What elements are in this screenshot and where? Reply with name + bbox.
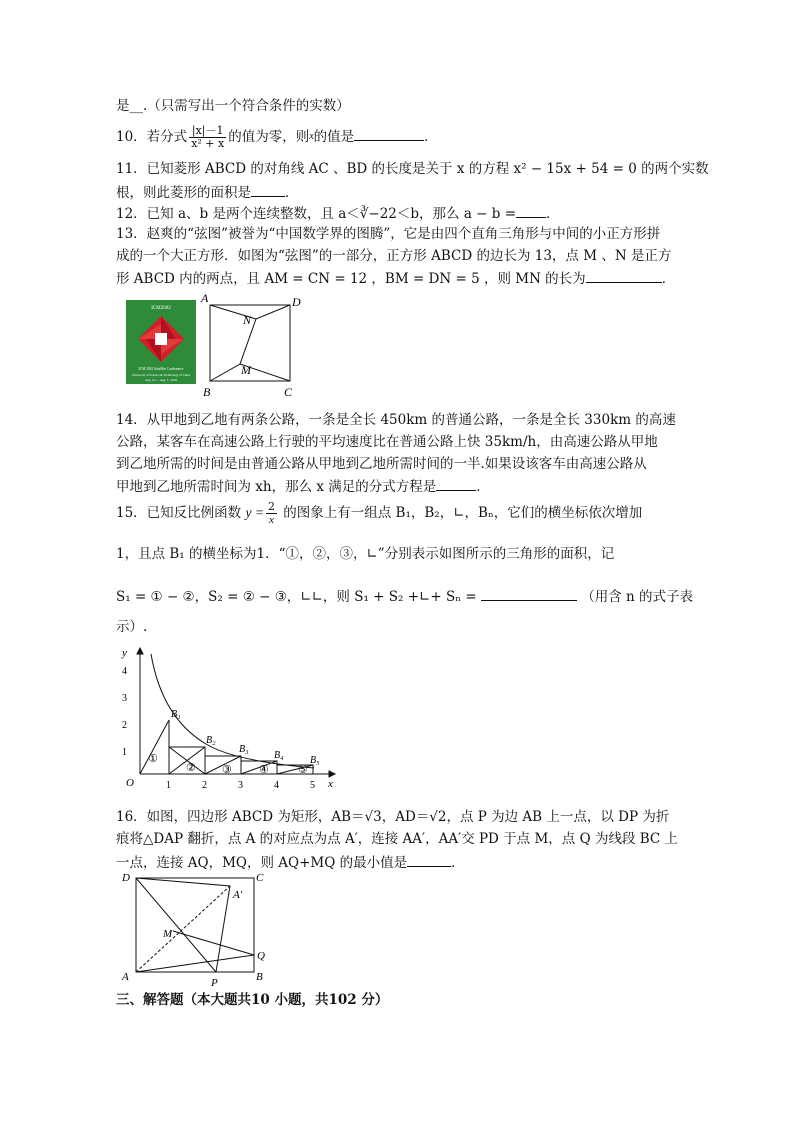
label-B: B (203, 385, 211, 399)
region-1: ① (148, 753, 158, 765)
segment-AA2 (136, 886, 230, 972)
y-label: y (122, 647, 127, 659)
question-15-line3: S₁ = ① − ②，S₂ = ② − ③，∟∟，则 S₁ + S₂ +∟+ Sₙ = （用含 n 的式子表 (116, 586, 693, 606)
label-M: M (241, 363, 251, 377)
answer-blank-12[interactable] (516, 203, 546, 218)
label-M: M (163, 928, 173, 940)
region-3: ③ (222, 764, 232, 776)
segment-MQ (173, 931, 254, 955)
label-Q: Q (257, 950, 265, 962)
question-11-line1: 11．已知菱形 ABCD 的对角线 AC 、BD 的长度是关于 x 的方程 x² − 15x + 54 = 0 的两个实数 (116, 161, 709, 177)
point-B1: B₁ (171, 709, 181, 720)
label-A-prime: A′ (233, 889, 243, 901)
question-15-line4: 示）. (116, 619, 148, 635)
icm2002-logo (126, 300, 196, 384)
point-B4: B₄ (274, 750, 284, 761)
question-14-line1: 14．从甲地到乙地有两条公路，一条是全长 450km 的普通公路，一条是全长 330km 的高速 (116, 412, 676, 428)
region-4: ④ (259, 764, 269, 776)
text-line-9: 是__.（只需写出一个符合条件的实数） (116, 98, 350, 114)
label-D: D (292, 295, 301, 309)
figure-16 (118, 868, 278, 990)
section-3-heading: 三、解答题（本大题共10 小题，共102 分） (116, 992, 389, 1008)
region-2: ② (186, 762, 196, 774)
question-13-line2: 成的一个大正方形．如图为“弦图”的一部分，正方形 ABCD 的边长为 13，点 M 、N 是正方 (116, 248, 672, 264)
point-B3: B₃ (239, 744, 249, 755)
question-16-line3: 一点，连接 AQ，MQ，则 AQ+MQ 的最小值是 ． (116, 852, 465, 872)
label-P: P (211, 977, 218, 989)
question-11-line2: 根，则此菱形的面积是 ． (116, 182, 299, 202)
logo-title: ICM2002 (151, 306, 171, 311)
y-tick-1: 1 (122, 747, 127, 758)
y-tick-3: 3 (122, 693, 127, 704)
y-tick-4: 4 (122, 666, 127, 677)
label-B: B (256, 971, 263, 983)
label-A: A (122, 971, 129, 983)
label-A: A (201, 292, 209, 305)
label-N: N (243, 313, 252, 327)
answer-blank-10[interactable] (354, 126, 424, 141)
answer-blank-11[interactable] (251, 182, 285, 197)
fraction-2-over-x: $\frac{2}{x}$ (267, 500, 275, 526)
x-label: x (328, 778, 333, 790)
x-tick-4: 4 (274, 780, 279, 791)
answer-blank-15[interactable] (481, 586, 577, 601)
figure-15 (114, 646, 339, 794)
question-13-line1: 13．赵爽的“弦图”被誉为“中国数学界的图腾”，它是由四个直角三角形与中间的小正方形拼 (116, 226, 661, 242)
x-tick-3: 3 (238, 780, 243, 791)
y-tick-2: 2 (122, 720, 127, 731)
region-5: ⑤ (298, 764, 308, 776)
answer-blank-16[interactable] (407, 852, 451, 867)
folded-triangle (136, 878, 230, 972)
question-16-line1: 16．如图，四边形 ABCD 为矩形，AB＝√3，AD＝√2，点 P 为边 AB 上一点，以 DP 为折 (116, 809, 670, 825)
answer-blank-13[interactable] (586, 268, 662, 283)
point-B2: B₂ (206, 735, 216, 746)
question-16-line2: 痕将△DAP 翻折，点 A 的对应点为点 A′，连接 AA′，AA′交 PD 于点 M，点 Q 为线段 BC 上 (116, 831, 679, 847)
question-10: 10．若分式 $\frac{|x|-1}{\text{x² + x}}$ 的值为零，则$^x$的值是 ． (116, 124, 438, 150)
figure-13 (120, 292, 310, 400)
point-B5: B₅ (310, 755, 320, 766)
fraction-q10: $\frac{|x|-1}{\text{x² + x}}$ (191, 124, 225, 150)
logo-caption-3: Aug. 14 — Aug. 5 . 2002 (144, 378, 178, 382)
question-14-line3: 到乙地所需的时间是由普通公路从甲地到乙地所需时间的一半.如果设该客车由高速公路从 (116, 456, 647, 472)
question-14-line2: 公路，某客车在高速公路上行驶的平均速度比在普通公路上快 35km/h，由高速公路从甲地 (116, 434, 658, 450)
label-C: C (256, 872, 264, 884)
question-12: 12．已知 a、b 是两个连续整数，且 a＜∛−22＜b，那么 a − b = ． (116, 203, 560, 223)
question-13-line3: 形 ABCD 内的两点，且 AM = CN = 12 ，BM = DN = 5 ，则 MN 的长为 ． (116, 268, 675, 288)
x-tick-2: 2 (202, 780, 207, 791)
x-tick-5: 5 (310, 780, 315, 791)
question-14-line4: 甲地到乙地所需时间为 xh，那么 x 满足的分式方程是 ． (116, 476, 490, 496)
question-15-line2: 1，且点 B₁ 的横坐标为1．“①，②，③，∟”分别表示如图所示的三角形的面积，记 (116, 546, 615, 562)
segment-AQ (136, 955, 254, 972)
logo-caption-1: ICM 2002 Satellite Conference (138, 367, 184, 371)
answer-blank-14[interactable] (436, 476, 476, 491)
label-C: C (284, 385, 293, 399)
segment-DP (136, 878, 216, 972)
x-tick-1: 1 (166, 780, 171, 791)
logo-caption-2: University of Science & Technology of China (131, 373, 191, 377)
question-15-line1: 15．已知反比例函数 y = $\frac{2}{x}$ 的图象上有一组点 B₁，B₂，∟，Bₙ，它们的横坐标依次增加 (116, 500, 643, 526)
origin-label: O (126, 777, 134, 789)
label-D: D (122, 872, 130, 884)
